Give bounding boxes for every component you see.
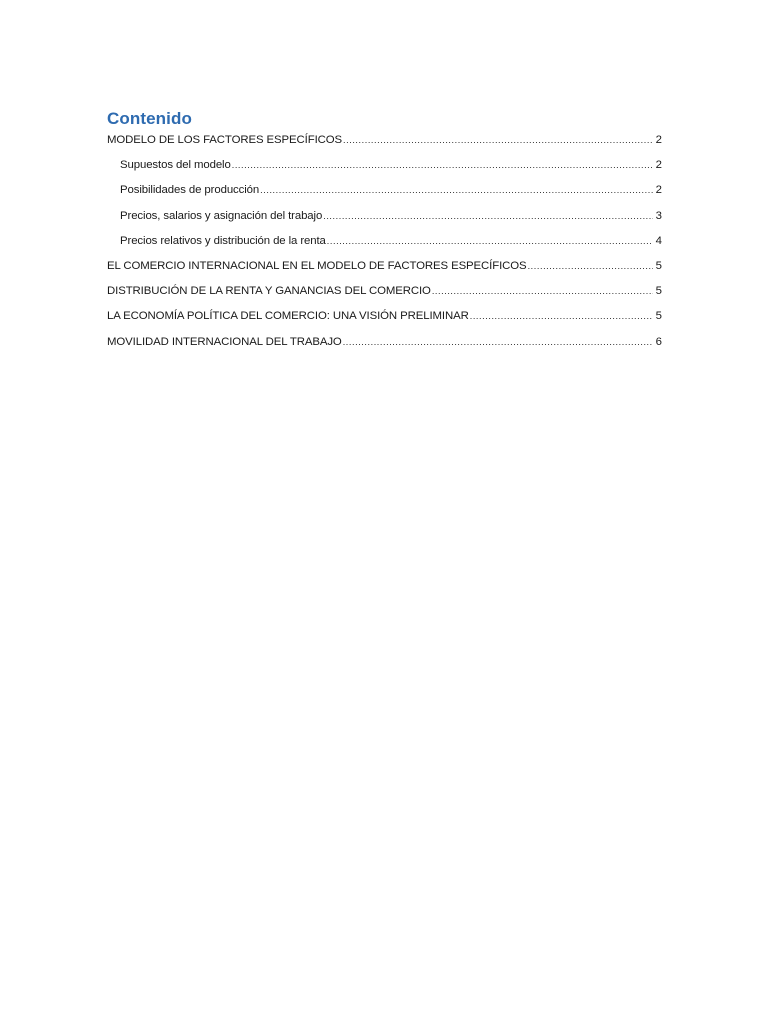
toc-entry[interactable] (107, 134, 662, 159)
toc-entry-page: 5 (655, 259, 662, 272)
toc-entry-title: Precios relativos y distribución de la renta (120, 234, 326, 247)
toc-entry-page: 6 (655, 335, 662, 348)
toc-entry[interactable] (107, 210, 662, 235)
toc-entry-title: DISTRIBUCIÓN DE LA RENTA Y GANANCIAS DEL COMERCIO (107, 285, 431, 298)
toc-entry[interactable] (107, 260, 662, 285)
toc-heading: Contenido (107, 109, 192, 128)
toc-dot-leader (470, 311, 653, 321)
toc-dot-leader (232, 160, 653, 170)
toc-entry-title: EL COMERCIO INTERNACIONAL EN EL MODELO DE FACTORES ESPECÍFICOS (107, 259, 527, 272)
toc-dot-leader (327, 236, 653, 246)
toc-dot-leader (323, 211, 653, 221)
toc-entry-page: 2 (655, 134, 662, 146)
toc-entry[interactable] (107, 184, 662, 209)
toc-entry[interactable] (107, 285, 662, 310)
toc-dot-leader (528, 261, 653, 271)
toc-entry-title: Posibilidades de producción (120, 184, 260, 197)
toc-entry-title: Precios, salarios y asignación del trabajo (120, 209, 323, 222)
toc-entry-title: MOVILIDAD INTERNACIONAL DEL TRABAJO (107, 335, 342, 348)
toc-list (107, 134, 662, 361)
toc-dot-leader (260, 185, 653, 195)
table-of-contents (107, 108, 662, 361)
toc-entry-page: 4 (655, 234, 662, 247)
toc-entry-title: MODELO DE LOS FACTORES ESPECÍFICOS (107, 134, 343, 146)
toc-entry[interactable] (107, 235, 662, 260)
toc-entry-title: LA ECONOMÍA POLÍTICA DEL COMERCIO: UNA VISIÓN PRELIMINAR (107, 310, 469, 323)
toc-entry-page: 5 (655, 285, 662, 298)
toc-dot-leader (343, 337, 653, 347)
toc-dot-leader (432, 286, 653, 296)
toc-entry-title: Supuestos del modelo (120, 159, 231, 172)
toc-entry-page: 3 (655, 209, 662, 222)
toc-entry[interactable] (107, 159, 662, 184)
toc-entry[interactable] (107, 336, 662, 361)
toc-entry-page: 5 (655, 310, 662, 323)
toc-dot-leader (343, 135, 653, 145)
toc-entry-page: 2 (655, 159, 662, 172)
toc-entry-page: 2 (655, 184, 662, 197)
toc-entry[interactable] (107, 310, 662, 335)
